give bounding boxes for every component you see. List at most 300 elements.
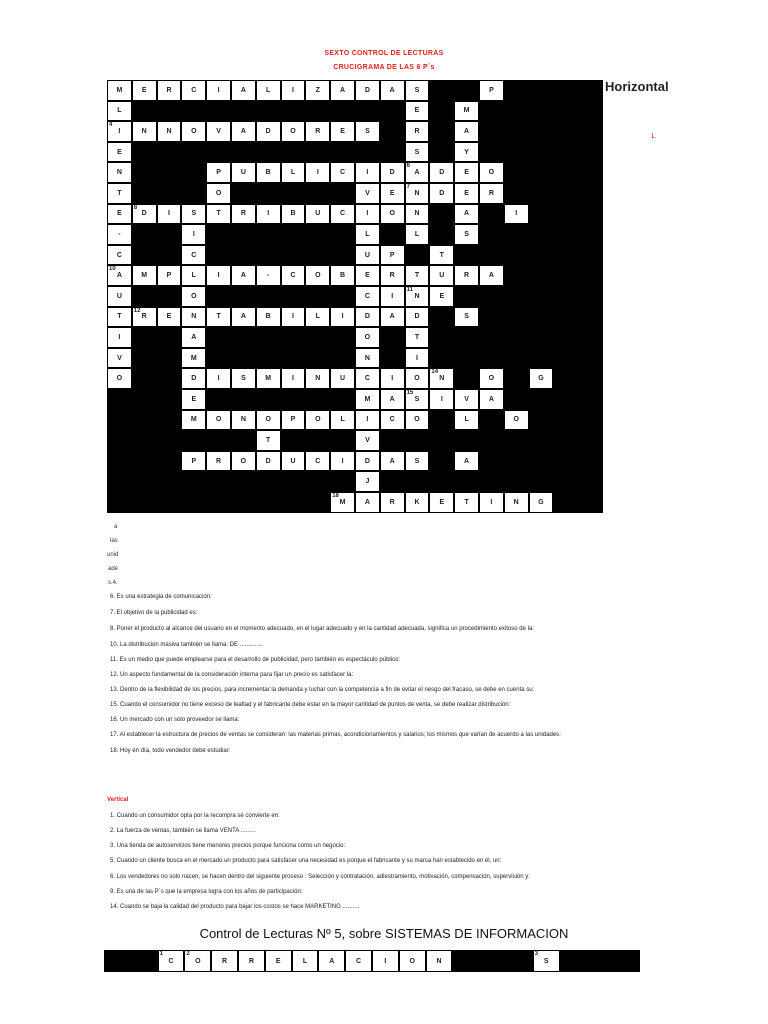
- crossword-letter-cell[interactable]: [157, 265, 182, 286]
- crossword-letter-cell[interactable]: [281, 265, 306, 286]
- cell-letter: B: [340, 272, 346, 280]
- crossword-letter-cell[interactable]: [405, 492, 430, 513]
- crossword-block: [132, 430, 157, 451]
- cell-letter: C: [356, 957, 362, 965]
- cell-letter: P: [191, 457, 197, 465]
- crossword-letter-cell[interactable]: [181, 410, 206, 431]
- cell-letter: D: [414, 313, 420, 321]
- crossword-letter-cell[interactable]: [107, 183, 132, 204]
- crossword-letter-cell[interactable]: [206, 410, 231, 431]
- crossword2-letter-cell[interactable]: [372, 950, 399, 972]
- crossword-letter-cell[interactable]: [380, 368, 405, 389]
- crossword-letter-cell[interactable]: [405, 80, 430, 101]
- crossword-block: [231, 348, 256, 369]
- crossword2-letter-cell[interactable]: [426, 950, 453, 972]
- crossword-letter-cell[interactable]: [305, 121, 330, 142]
- crossword-block: [157, 410, 182, 431]
- crossword-letter-cell[interactable]: [355, 121, 380, 142]
- crossword-letter-cell[interactable]: [405, 101, 430, 122]
- crossword-letter-cell[interactable]: [206, 451, 231, 472]
- crossword-letter-cell[interactable]: [181, 348, 206, 369]
- crossword-letter-cell[interactable]: [405, 265, 430, 286]
- crossword-block: [479, 286, 504, 307]
- crossword-letter-cell[interactable]: [256, 430, 281, 451]
- crossword-letter-cell[interactable]: [380, 286, 405, 307]
- crossword-letter-cell[interactable]: [454, 224, 479, 245]
- document-subtitle: CRUCIGRAMA DE LAS 6 P´s: [333, 64, 435, 71]
- crossword-block: [330, 183, 355, 204]
- cell-letter: A: [389, 395, 395, 403]
- crossword-block: [553, 142, 578, 163]
- crossword-block: [181, 142, 206, 163]
- crossword-block: [578, 430, 603, 451]
- crossword-letter-cell[interactable]: [355, 245, 380, 266]
- crossword-letter-cell[interactable]: [281, 368, 306, 389]
- crossword-block: [578, 224, 603, 245]
- crossword-letter-cell[interactable]: [305, 368, 330, 389]
- crossword-letter-cell[interactable]: [405, 224, 430, 245]
- crossword-block: [504, 183, 529, 204]
- crossword-letter-cell[interactable]: [305, 307, 330, 328]
- crossword-letter-cell[interactable]: [355, 183, 380, 204]
- crossword-letter-cell[interactable]: [355, 348, 380, 369]
- cell-letter: N: [436, 957, 442, 965]
- crossword-letter-cell[interactable]: [132, 307, 157, 328]
- crossword-letter-cell[interactable]: [132, 121, 157, 142]
- crossword-block: [107, 430, 132, 451]
- crossword-letter-cell[interactable]: [405, 451, 430, 472]
- clue-number-one: 1.: [651, 134, 657, 140]
- crossword-letter-cell[interactable]: [429, 492, 454, 513]
- crossword-letter-cell[interactable]: [330, 410, 355, 431]
- crossword2-letter-cell[interactable]: [265, 950, 292, 972]
- crossword-letter-cell[interactable]: [231, 80, 256, 101]
- crossword-letter-cell[interactable]: [355, 286, 380, 307]
- crossword-letter-cell[interactable]: [181, 245, 206, 266]
- crossword-block: [578, 327, 603, 348]
- crossword-letter-cell[interactable]: [107, 162, 132, 183]
- crossword-letter-cell[interactable]: [206, 265, 231, 286]
- crossword-letter-cell[interactable]: [330, 451, 355, 472]
- cell-letter: T: [464, 498, 469, 506]
- cell-letter: R: [216, 457, 222, 465]
- crossword-block: [429, 451, 454, 472]
- crossword-block: [429, 430, 454, 451]
- crossword-letter-cell[interactable]: [454, 389, 479, 410]
- crossword-letter-cell[interactable]: [405, 389, 430, 410]
- crossword-letter-cell[interactable]: [454, 101, 479, 122]
- cell-letter: A: [116, 272, 122, 280]
- crossword-letter-cell[interactable]: [256, 80, 281, 101]
- crossword-letter-cell[interactable]: [206, 121, 231, 142]
- crossword-letter-cell[interactable]: [256, 410, 281, 431]
- crossword-block: [157, 368, 182, 389]
- crossword-letter-cell[interactable]: [281, 162, 306, 183]
- cell-letter: I: [217, 272, 220, 280]
- crossword-letter-cell[interactable]: [256, 265, 281, 286]
- crossword-letter-cell[interactable]: [107, 245, 132, 266]
- crossword-letter-cell[interactable]: [380, 183, 405, 204]
- crossword2-letter-cell[interactable]: [345, 950, 372, 972]
- crossword-letter-cell[interactable]: [355, 471, 380, 492]
- cell-letter: -: [267, 272, 270, 280]
- crossword-letter-cell[interactable]: [380, 204, 405, 225]
- crossword-letter-cell[interactable]: [157, 307, 182, 328]
- crossword-letter-cell[interactable]: [330, 368, 355, 389]
- crossword-letter-cell[interactable]: [454, 204, 479, 225]
- crossword-letter-cell[interactable]: [330, 492, 355, 513]
- cell-letter: L: [414, 230, 420, 238]
- crossword-block: [181, 471, 206, 492]
- crossword-letter-cell[interactable]: [405, 307, 430, 328]
- cell-letter: R: [240, 210, 246, 218]
- crossword-letter-cell[interactable]: [405, 410, 430, 431]
- crossword2-letter-cell[interactable]: [184, 950, 211, 972]
- crossword-letter-cell[interactable]: [281, 121, 306, 142]
- crossword-letter-cell[interactable]: [429, 265, 454, 286]
- crossword-letter-cell[interactable]: [429, 245, 454, 266]
- crossword-block: [529, 142, 554, 163]
- crossword2-letter-cell[interactable]: [399, 950, 426, 972]
- crossword-block: [405, 245, 430, 266]
- crossword-block: [380, 142, 405, 163]
- crossword-letter-cell[interactable]: [405, 368, 430, 389]
- crossword-letter-cell[interactable]: [181, 265, 206, 286]
- crossword-letter-cell[interactable]: [181, 286, 206, 307]
- crossword-letter-cell[interactable]: [355, 410, 380, 431]
- crossword-letter-cell[interactable]: [231, 368, 256, 389]
- crossword-letter-cell[interactable]: [405, 183, 430, 204]
- crossword-letter-cell[interactable]: [355, 265, 380, 286]
- crossword-block: [380, 101, 405, 122]
- crossword-block: [578, 389, 603, 410]
- crossword-letter-cell[interactable]: [454, 451, 479, 472]
- crossword-letter-cell[interactable]: [405, 162, 430, 183]
- crossword-block: [206, 430, 231, 451]
- crossword-letter-cell[interactable]: [181, 80, 206, 101]
- crossword-letter-cell[interactable]: [107, 121, 132, 142]
- crossword-letter-cell[interactable]: [206, 204, 231, 225]
- crossword-letter-cell[interactable]: [231, 121, 256, 142]
- crossword-letter-cell[interactable]: [181, 451, 206, 472]
- crossword-letter-cell[interactable]: [107, 307, 132, 328]
- crossword-letter-cell[interactable]: [231, 410, 256, 431]
- cell-letter: S: [365, 127, 370, 135]
- crossword-block: [529, 471, 554, 492]
- crossword-letter-cell[interactable]: [231, 451, 256, 472]
- crossword-letter-cell[interactable]: [504, 410, 529, 431]
- crossword-letter-cell[interactable]: [380, 245, 405, 266]
- crossword-letter-cell[interactable]: [330, 80, 355, 101]
- cell-letter: L: [117, 107, 122, 115]
- crossword-letter-cell[interactable]: [231, 307, 256, 328]
- clue-number: 10: [109, 266, 116, 273]
- crossword2-letter-cell[interactable]: [318, 950, 345, 972]
- cell-letter: K: [414, 498, 420, 506]
- crossword-letter-cell[interactable]: [281, 451, 306, 472]
- crossword-block: [504, 451, 529, 472]
- crossword-letter-cell[interactable]: [429, 368, 454, 389]
- crossword-block: [206, 471, 231, 492]
- crossword-block: [256, 245, 281, 266]
- crossword-letter-cell[interactable]: [256, 307, 281, 328]
- crossword-letter-cell[interactable]: [380, 492, 405, 513]
- clue-number: 18: [332, 493, 339, 499]
- crossword-letter-cell[interactable]: [355, 327, 380, 348]
- crossword-letter-cell[interactable]: [181, 224, 206, 245]
- crossword-letter-cell[interactable]: [479, 368, 504, 389]
- crossword-letter-cell[interactable]: [330, 265, 355, 286]
- crossword-letter-cell[interactable]: [181, 121, 206, 142]
- crossword-letter-cell[interactable]: [355, 307, 380, 328]
- cell-letter: E: [389, 189, 395, 197]
- crossword-letter-cell[interactable]: [330, 121, 355, 142]
- crossword-block: [231, 101, 256, 122]
- cell-letter: M: [190, 354, 197, 362]
- cell-letter: I: [217, 375, 220, 383]
- crossword-block: [181, 492, 206, 513]
- crossword-letter-cell[interactable]: [107, 368, 132, 389]
- crossword-letter-cell[interactable]: [355, 492, 380, 513]
- crossword-letter-cell[interactable]: [206, 80, 231, 101]
- crossword-block: [504, 430, 529, 451]
- crossword-letter-cell[interactable]: [380, 265, 405, 286]
- crossword-letter-cell[interactable]: [330, 307, 355, 328]
- crossword-block: [454, 430, 479, 451]
- crossword-block: [281, 430, 306, 451]
- crossword-block: [504, 162, 529, 183]
- crossword-block: [529, 286, 554, 307]
- crossword-letter-cell[interactable]: [405, 121, 430, 142]
- crossword-letter-cell[interactable]: [529, 492, 554, 513]
- cell-letter: P: [290, 416, 296, 424]
- crossword-letter-cell[interactable]: [107, 142, 132, 163]
- crossword-block: [330, 224, 355, 245]
- crossword-letter-cell[interactable]: [405, 142, 430, 163]
- crossword-letter-cell[interactable]: [281, 410, 306, 431]
- crossword-block: [429, 121, 454, 142]
- cell-letter: C: [290, 272, 296, 280]
- cell-letter: L: [191, 272, 196, 280]
- cell-letter: V: [117, 354, 122, 362]
- crossword-letter-cell[interactable]: [256, 451, 281, 472]
- crossword-letter-cell[interactable]: [405, 348, 430, 369]
- crossword-letter-cell[interactable]: [454, 265, 479, 286]
- crossword-block: [529, 410, 554, 431]
- crossword2-letter-cell[interactable]: [292, 950, 319, 972]
- crossword-letter-cell[interactable]: [132, 265, 157, 286]
- crossword-block: [157, 183, 182, 204]
- crossword-letter-cell[interactable]: [181, 307, 206, 328]
- crossword-letter-cell[interactable]: [405, 327, 430, 348]
- crossword-block: [107, 492, 132, 513]
- crossword-letter-cell[interactable]: [206, 183, 231, 204]
- cell-letter: C: [191, 251, 197, 259]
- crossword-letter-cell[interactable]: [107, 80, 132, 101]
- crossword-letter-cell[interactable]: [380, 162, 405, 183]
- crossword-letter-cell[interactable]: [355, 224, 380, 245]
- crossword-letter-cell[interactable]: [429, 389, 454, 410]
- crossword2-letter-cell[interactable]: [238, 950, 265, 972]
- clue-item: 1. Cuando un consumidor opta por la recompra se convierte en:: [110, 813, 280, 819]
- cell-letter: A: [389, 86, 395, 94]
- crossword-letter-cell[interactable]: [206, 368, 231, 389]
- crossword-letter-cell[interactable]: [256, 204, 281, 225]
- crossword-letter-cell[interactable]: [355, 430, 380, 451]
- crossword-letter-cell[interactable]: [281, 80, 306, 101]
- crossword-letter-cell[interactable]: [231, 162, 256, 183]
- clue-item: 12. Un aspecto fundamental de la consideración interna para fijar un precio es satisfacer la:: [110, 672, 354, 678]
- crossword-letter-cell[interactable]: [181, 204, 206, 225]
- cell-letter: E: [191, 395, 197, 403]
- crossword-block: [479, 204, 504, 225]
- crossword-letter-cell[interactable]: [454, 183, 479, 204]
- crossword-letter-cell[interactable]: [132, 204, 157, 225]
- crossword-letter-cell[interactable]: [181, 368, 206, 389]
- crossword-block: [206, 348, 231, 369]
- cell-letter: S: [414, 395, 420, 403]
- crossword-letter-cell[interactable]: [479, 492, 504, 513]
- clue-item: 17. Al establecer la estructura de precios de ventas se consideran: las materias primas, acondicionamientos y salarios; los mismos que varían de acuerdo a las unidades:: [110, 732, 561, 738]
- crossword-letter-cell[interactable]: [355, 80, 380, 101]
- crossword-block: [132, 451, 157, 472]
- cell-letter: A: [464, 127, 470, 135]
- crossword-letter-cell[interactable]: [305, 162, 330, 183]
- crossword-letter-cell[interactable]: [479, 389, 504, 410]
- crossword-letter-cell[interactable]: [454, 307, 479, 328]
- cell-letter: A: [240, 272, 246, 280]
- crossword-letter-cell[interactable]: [380, 80, 405, 101]
- cell-letter: I: [391, 292, 394, 300]
- crossword2-letter-cell[interactable]: [533, 950, 560, 972]
- crossword-letter-cell[interactable]: [479, 183, 504, 204]
- crossword-letter-cell[interactable]: [181, 327, 206, 348]
- crossword-block: [281, 327, 306, 348]
- crossword-block: [553, 307, 578, 328]
- cell-letter: O: [215, 416, 222, 424]
- crossword-letter-cell[interactable]: [479, 265, 504, 286]
- cell-letter: T: [414, 272, 420, 280]
- crossword-letter-cell[interactable]: [429, 286, 454, 307]
- crossword-letter-cell[interactable]: [157, 121, 182, 142]
- crossword-letter-cell[interactable]: [380, 451, 405, 472]
- crossword-letter-cell[interactable]: [355, 204, 380, 225]
- crossword-letter-cell[interactable]: [107, 224, 132, 245]
- crossword-block: [281, 389, 306, 410]
- crossword-letter-cell[interactable]: [454, 162, 479, 183]
- crossword-block: [281, 492, 306, 513]
- crossword-letter-cell[interactable]: [454, 121, 479, 142]
- cell-letter: R: [389, 498, 395, 506]
- crossword-letter-cell[interactable]: [405, 204, 430, 225]
- crossword-letter-cell[interactable]: [454, 492, 479, 513]
- crossword-letter-cell[interactable]: [355, 368, 380, 389]
- cell-letter: A: [240, 313, 246, 321]
- crossword-letter-cell[interactable]: [181, 389, 206, 410]
- crossword-letter-cell[interactable]: [355, 162, 380, 183]
- crossword-letter-cell[interactable]: [454, 142, 479, 163]
- crossword-letter-cell[interactable]: [305, 204, 330, 225]
- cell-letter: C: [364, 292, 370, 300]
- cell-letter: M: [141, 272, 148, 280]
- crossword-letter-cell[interactable]: [107, 204, 132, 225]
- cell-letter: O: [240, 457, 247, 465]
- cell-letter: R: [222, 957, 228, 965]
- clue-item: 6. Los vendedores no solo nacen, se hacen dentro del siguiente proceso : Selección y contratación, adiestramiento, motivación, compensación, supervisión y:: [110, 874, 530, 880]
- crossword-letter-cell[interactable]: [380, 410, 405, 431]
- crossword-letter-cell[interactable]: [429, 162, 454, 183]
- crossword-block: [504, 471, 529, 492]
- cell-letter: D: [364, 313, 370, 321]
- crossword-letter-cell[interactable]: [355, 451, 380, 472]
- crossword-letter-cell[interactable]: [256, 121, 281, 142]
- crossword-letter-cell[interactable]: [281, 307, 306, 328]
- crossword-letter-cell[interactable]: [529, 368, 554, 389]
- crossword-block: [529, 327, 554, 348]
- crossword-letter-cell[interactable]: [281, 204, 306, 225]
- crossword-letter-cell[interactable]: [479, 162, 504, 183]
- crossword2-letter-cell[interactable]: [158, 950, 185, 972]
- crossword-letter-cell[interactable]: [380, 389, 405, 410]
- crossword-letter-cell[interactable]: [330, 204, 355, 225]
- crossword-block: [479, 101, 504, 122]
- crossword-letter-cell[interactable]: [231, 265, 256, 286]
- crossword-block: [281, 101, 306, 122]
- crossword-letter-cell[interactable]: [256, 368, 281, 389]
- crossword-letter-cell[interactable]: [380, 307, 405, 328]
- cell-letter: E: [464, 189, 469, 197]
- crossword-letter-cell[interactable]: [107, 265, 132, 286]
- crossword-letter-cell[interactable]: [429, 183, 454, 204]
- crossword-letter-cell[interactable]: [305, 265, 330, 286]
- cell-letter: S: [414, 148, 420, 156]
- crossword-letter-cell[interactable]: [231, 204, 256, 225]
- cell-letter: L: [290, 169, 296, 177]
- crossword-letter-cell[interactable]: [355, 389, 380, 410]
- cell-letter: P: [389, 251, 395, 259]
- crossword-letter-cell[interactable]: [132, 80, 157, 101]
- crossword-block: [330, 245, 355, 266]
- crossword-letter-cell[interactable]: [107, 348, 132, 369]
- crossword-letter-cell[interactable]: [107, 286, 132, 307]
- crossword-block: [231, 492, 256, 513]
- crossword-letter-cell[interactable]: [206, 307, 231, 328]
- crossword-letter-cell[interactable]: [504, 204, 529, 225]
- cell-letter: N: [414, 210, 420, 218]
- crossword-letter-cell[interactable]: [305, 80, 330, 101]
- crossword-letter-cell[interactable]: [405, 286, 430, 307]
- crossword-letter-cell[interactable]: [305, 451, 330, 472]
- crossword-letter-cell[interactable]: [157, 80, 182, 101]
- crossword-letter-cell[interactable]: [256, 162, 281, 183]
- crossword-letter-cell[interactable]: [107, 327, 132, 348]
- crossword-block: [157, 471, 182, 492]
- crossword2-letter-cell[interactable]: [211, 950, 238, 972]
- clue-item: 16. Un mercado con un solo proveedor se llama:: [110, 717, 240, 723]
- crossword-letter-cell[interactable]: [479, 80, 504, 101]
- crossword-letter-cell[interactable]: [305, 410, 330, 431]
- crossword-letter-cell[interactable]: [454, 410, 479, 431]
- crossword-letter-cell[interactable]: [157, 204, 182, 225]
- crossword-letter-cell[interactable]: [107, 101, 132, 122]
- cell-letter: T: [216, 313, 221, 321]
- crossword-letter-cell[interactable]: [330, 162, 355, 183]
- crossword-letter-cell[interactable]: [504, 492, 529, 513]
- crossword-block: [305, 183, 330, 204]
- crossword-letter-cell[interactable]: [206, 162, 231, 183]
- cell-letter: B: [265, 169, 271, 177]
- crossword-block: [231, 389, 256, 410]
